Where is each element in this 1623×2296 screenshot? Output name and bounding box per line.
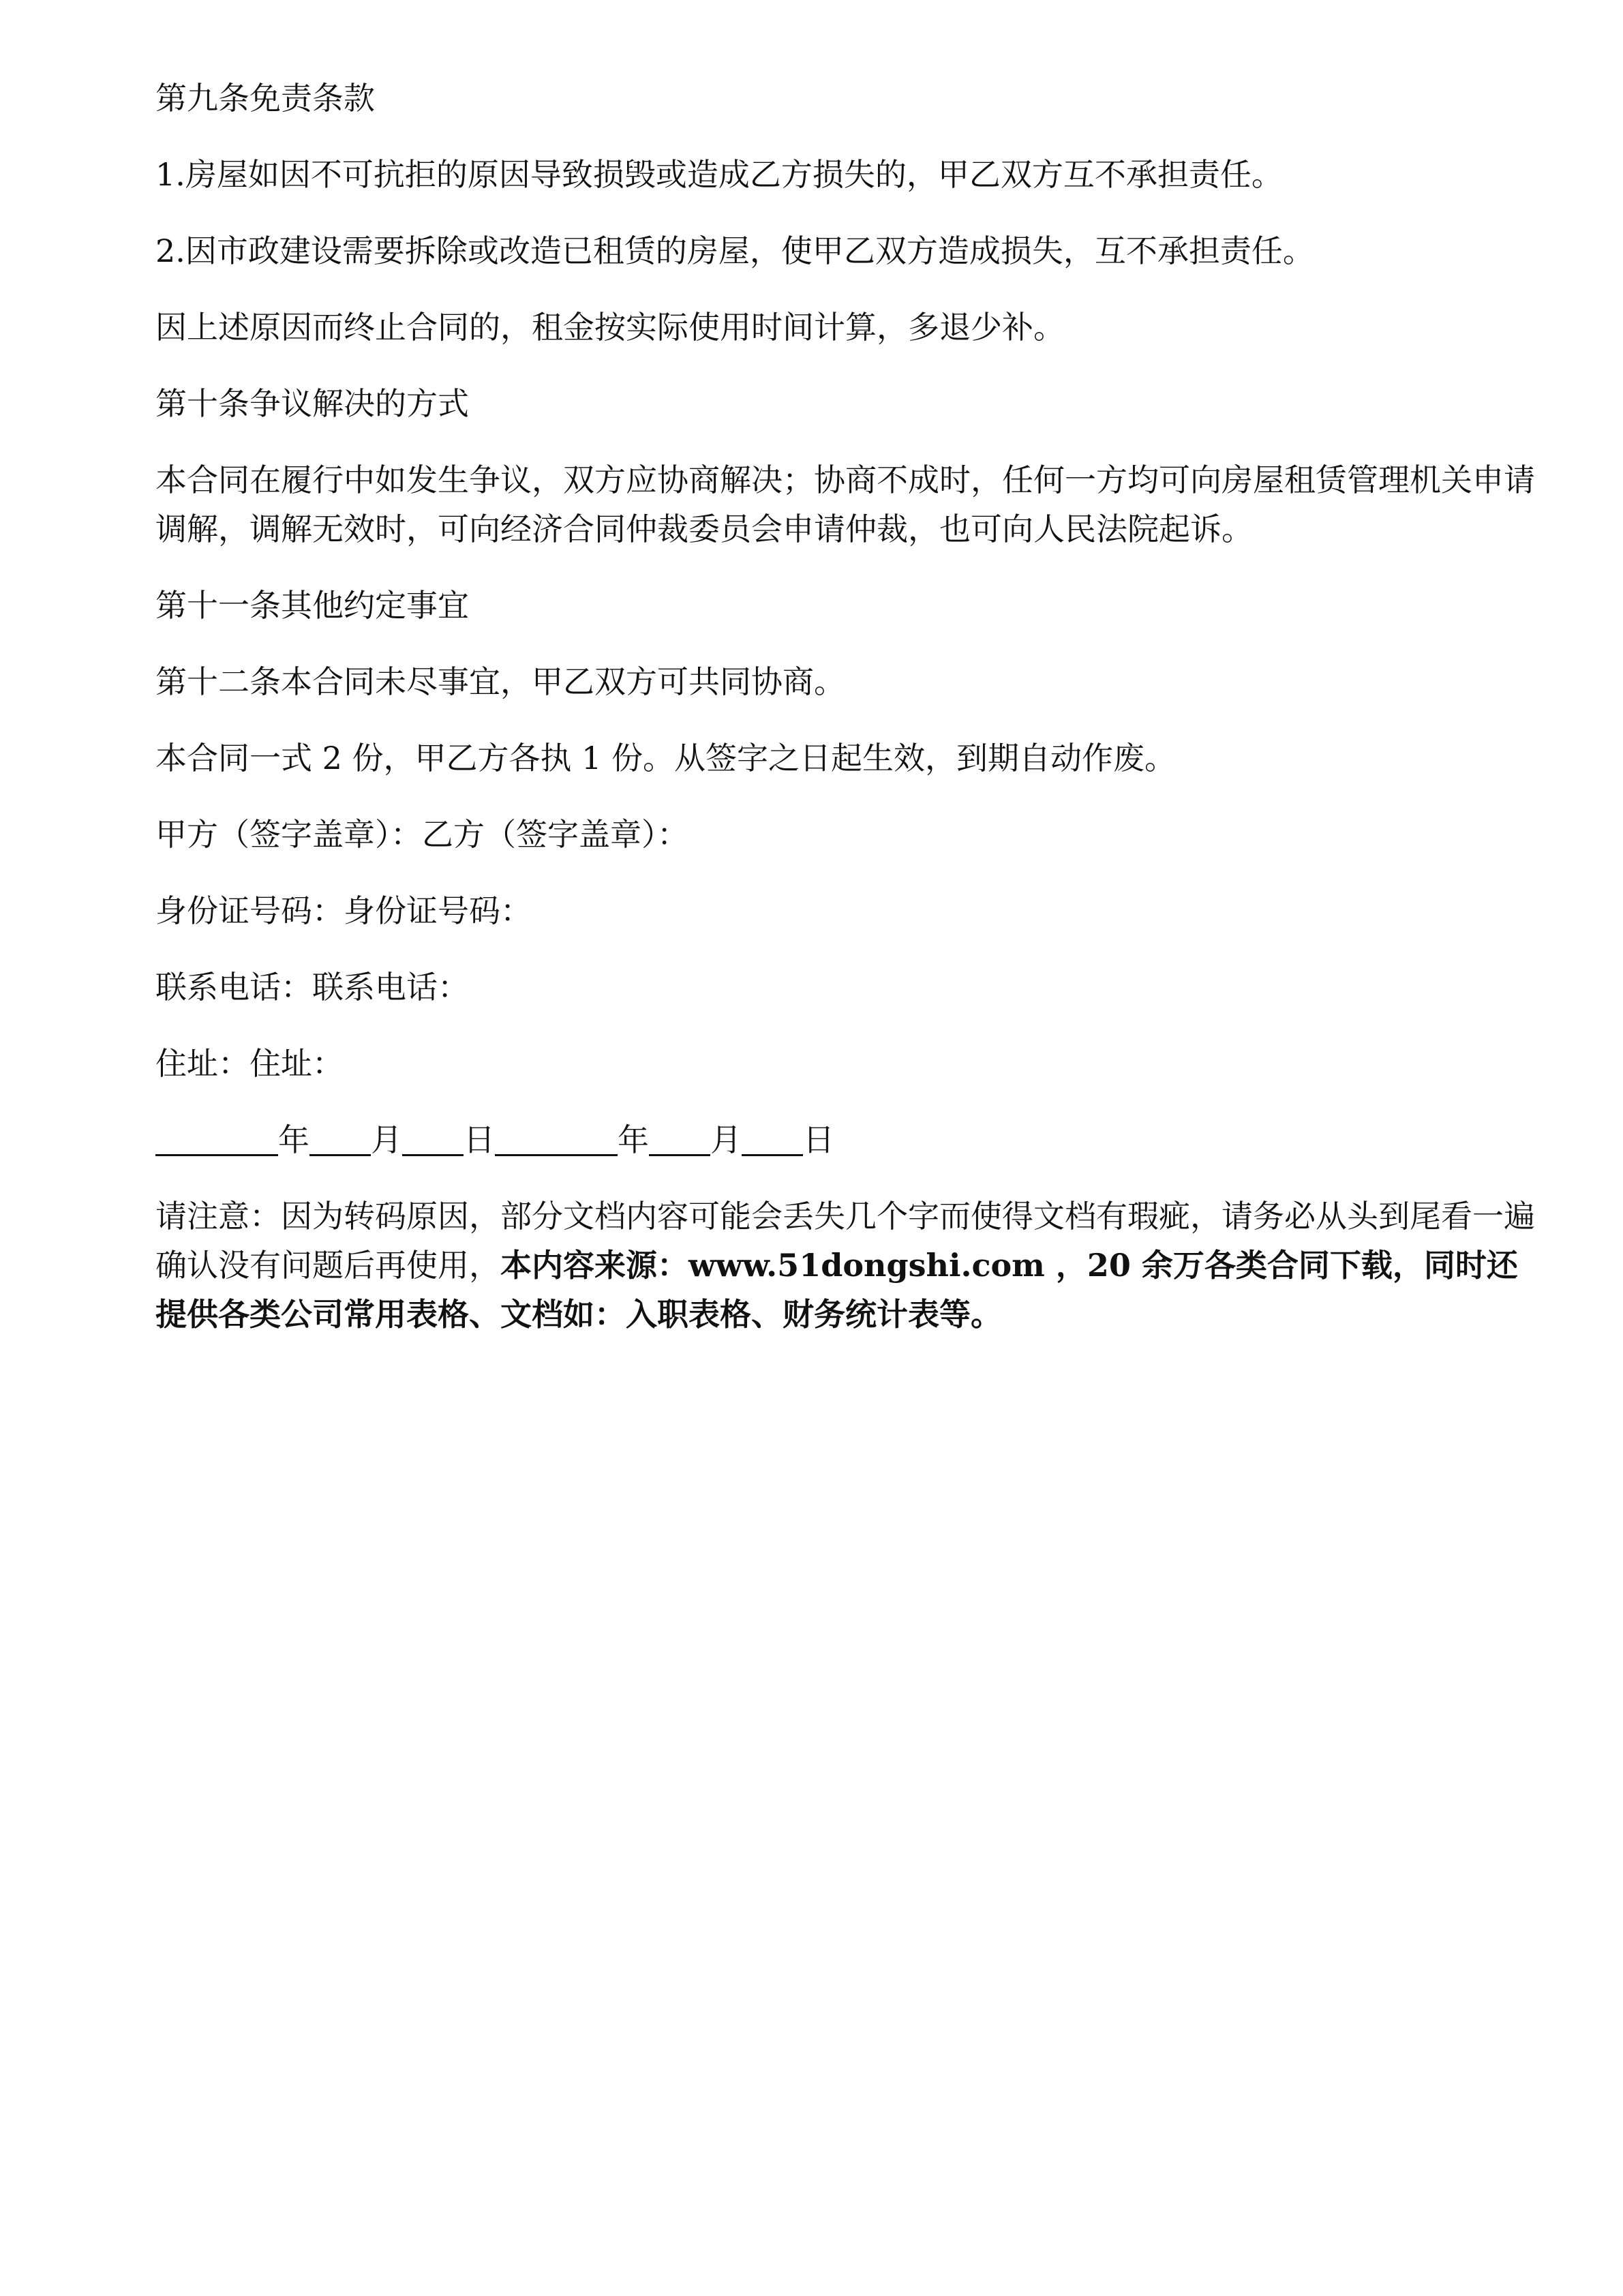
article-9-item-2: 2.因市政建设需要拆除或改造已租赁的房屋，使甲乙双方造成损失，互不承担责任。 [155,232,1314,269]
day-label-1: 日 [464,1121,495,1158]
article-9-note: 因上述原因而终止合同的，租金按实际使用时间计算，多退少补。 [155,309,1065,346]
year-blank-2 [495,1119,618,1156]
month-label-1: 月 [371,1121,402,1158]
month-blank-2 [649,1119,710,1156]
article-10-body: 本合同在履行中如发生争议，双方应协商解决；协商不成时，任何一方均可向房屋租赁管理机关申请调解，调解无效时，可向经济合同仲裁委员会申请仲裁，也可向人民法院起诉。 [155,462,1535,547]
month-label-2: 月 [710,1121,742,1158]
day-label-2: 日 [803,1121,834,1158]
article-12-body: 第十二条本合同未尽事宜，甲乙双方可共同协商。 [155,663,845,700]
signature-parties: 甲方（签字盖章）：乙方（签字盖章）： [155,816,688,853]
notice-source-text: 本内容来源：www.51dongshi.com ，20 余万各类合同下载，同时还提供各类公司常用表格、文档如：入职表格、财务统计表等。 [155,1247,1518,1333]
document-body [155,74,1539,1366]
signature-id: 身份证号码：身份证号码： [155,892,532,929]
article-10-title: 第十条争议解决的方式 [155,385,469,422]
article-11-title: 第十一条其他约定事宜 [155,587,469,624]
year-label-1: 年 [278,1121,309,1158]
signature-phone: 联系电话：联系电话： [155,969,469,1006]
notice-paragraph [155,1192,1539,1339]
day-blank-1 [402,1119,464,1156]
date-line [155,1115,1539,1164]
month-blank-1 [309,1119,371,1156]
signature-address: 住址：住址： [155,1045,344,1082]
year-blank-1 [155,1119,278,1156]
day-blank-2 [742,1119,803,1156]
article-9-title: 第九条免责条款 [155,80,375,117]
year-label-2: 年 [618,1121,649,1158]
notice-text: 请注意：因为转码原因，部分文档内容可能会丢失几个字而使得文档有瑕疵，请务必从头到尾看一遍确认没有问题后再使用， [155,1198,1535,1284]
article-9-item-1: 1.房屋如因不可抗拒的原因导致损毁或造成乙方损失的，甲乙双方互不承担责任。 [155,156,1283,193]
copies-clause: 本合同一式 2 份，甲乙方各执 1 份。从签字之日起生效，到期自动作废。 [155,740,1177,776]
